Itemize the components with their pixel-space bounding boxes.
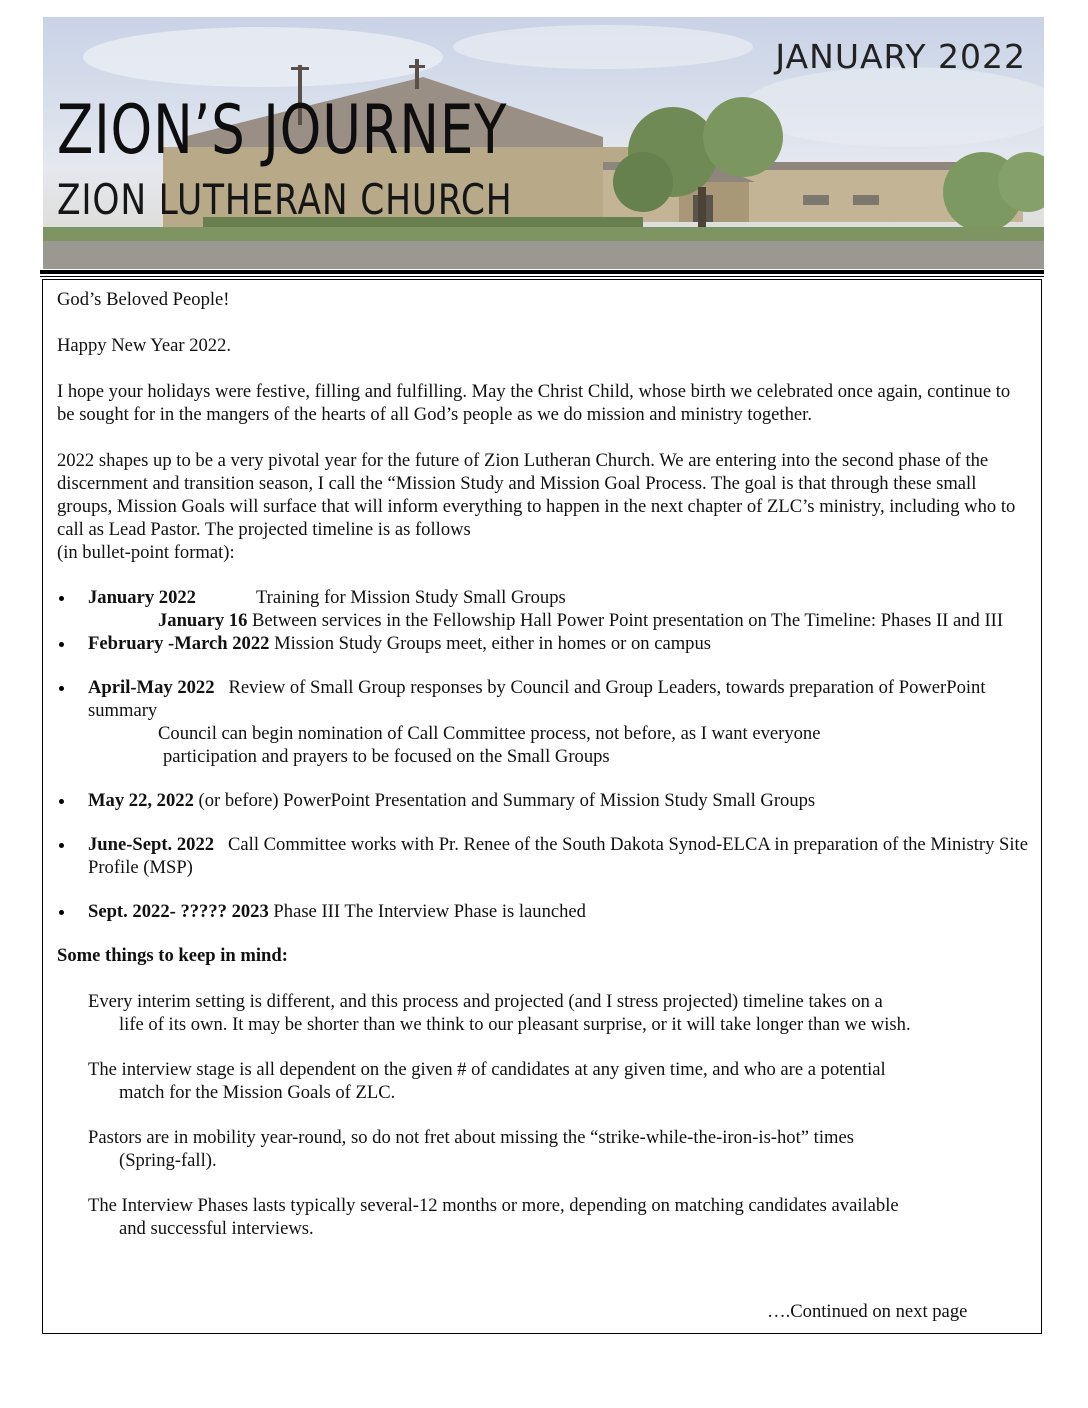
note-first-line: Pastors are in mobility year-round, so do not fret about missing the “strike-while-the-iron-is-hot” times — [88, 1127, 854, 1148]
timeline-subtext-2: participation and prayers to be focused on the Small Groups — [163, 746, 610, 767]
paragraph-pivotal-year-text: 2022 shapes up to be a very pivotal year for the future of Zion Lutheran Church. We are entering into the second phase of the discernment and transition season, I call the “Mission Study and Mission Goal Process. The goal is that through these small groups, Mission Goals will surface that will inform everything to happen in the next chapter of ZLC’s ministry, including who to call as Lead Pastor. The projected timeline is as follows — [57, 450, 1016, 540]
continued-note: ….Continued on next page — [767, 1301, 968, 1322]
masthead-banner — [43, 17, 1044, 269]
new-year-line: Happy New Year 2022. — [57, 335, 232, 356]
pastor-letter — [57, 288, 1032, 1262]
timeline-item — [57, 833, 1032, 879]
timeline-text: Review of Small Group responses by Council and Group Leaders, towards preparation of PowerPoint summary — [88, 677, 991, 721]
timeline-label: January 2022 — [88, 587, 196, 608]
timeline-list — [57, 586, 1032, 923]
timeline-text: Mission Study Groups meet, either in homes or on campus — [269, 633, 711, 654]
paragraph-pivotal-year-tail: (in bullet-point format): — [57, 542, 235, 563]
note-first-line: The interview stage is all dependent on the given # of candidates at any given time, and who are a potential — [88, 1059, 886, 1080]
note-continuation: life of its own. It may be shorter than we think to our pleasant surprise, or it will take longer than we wish. — [119, 1014, 911, 1035]
note-continuation: and successful interviews. — [119, 1218, 314, 1239]
timeline-sublabel: January 16 — [158, 610, 248, 631]
timeline-text: Phase III The Interview Phase is launched — [268, 901, 586, 922]
timeline-subtext: Council can begin nomination of Call Committee process, not before, as I want everyone — [158, 723, 821, 744]
timeline-label: May 22, 2022 — [88, 790, 194, 811]
timeline-label: April-May 2022 — [88, 677, 215, 698]
timeline-item — [57, 632, 1032, 655]
timeline-text: Call Committee works with Pr. Renee of the South Dakota Synod-ELCA in preparation of the Ministry Site Profile (MSP) — [88, 834, 1033, 878]
note-item — [57, 990, 1032, 1036]
note-item — [57, 1194, 1032, 1240]
timeline-subtext: Between services in the Fellowship Hall Power Point presentation on The Timeline: Phases II and III — [247, 610, 1004, 631]
timeline-item — [57, 789, 1032, 812]
timeline-text: (or before) PowerPoint Presentation and Summary of Mission Study Small Groups — [193, 790, 816, 811]
timeline-item — [57, 900, 1032, 923]
timeline-label: June-Sept. 2022 — [88, 834, 215, 855]
note-item — [57, 1058, 1032, 1104]
timeline-label: February -March 2022 — [88, 633, 270, 654]
note-first-line: Every interim setting is different, and this process and projected (and I stress projected) timeline takes on a — [88, 991, 883, 1012]
timeline-item — [57, 586, 1032, 632]
church-name: ZION LUTHERAN CHURCH — [57, 175, 513, 224]
paragraph-holidays: I hope your holidays were festive, filling and fulfilling. May the Christ Child, whose birth we celebrated once again, continue to be sought for in the mangers of the hearts of all God’s people as we do mission and ministry together. — [57, 381, 1011, 425]
header-divider-thin — [40, 276, 1044, 277]
keep-in-mind-notes — [57, 990, 1032, 1240]
timeline-text: Training for Mission Study Small Groups — [255, 587, 566, 608]
keep-in-mind-heading: Some things to keep in mind: — [57, 945, 288, 966]
newsletter-title: ZION’S JOURNEY — [57, 91, 508, 170]
header-divider-thick — [40, 270, 1044, 274]
timeline-item — [57, 676, 1032, 768]
note-item — [57, 1126, 1032, 1172]
timeline-label: Sept. 2022- ????? 2023 — [88, 901, 269, 922]
paragraph-pivotal-year — [57, 449, 1032, 564]
timeline-subitem — [88, 609, 1032, 632]
issue-date: JANUARY 2022 — [775, 37, 1026, 76]
note-first-line: The Interview Phases lasts typically several-12 months or more, depending on matching candidates available — [88, 1195, 899, 1216]
pastor-letter-box — [42, 279, 1042, 1334]
note-continuation: (Spring-fall). — [119, 1150, 217, 1171]
greeting: God’s Beloved People! — [57, 289, 230, 310]
note-continuation: match for the Mission Goals of ZLC. — [119, 1082, 396, 1103]
